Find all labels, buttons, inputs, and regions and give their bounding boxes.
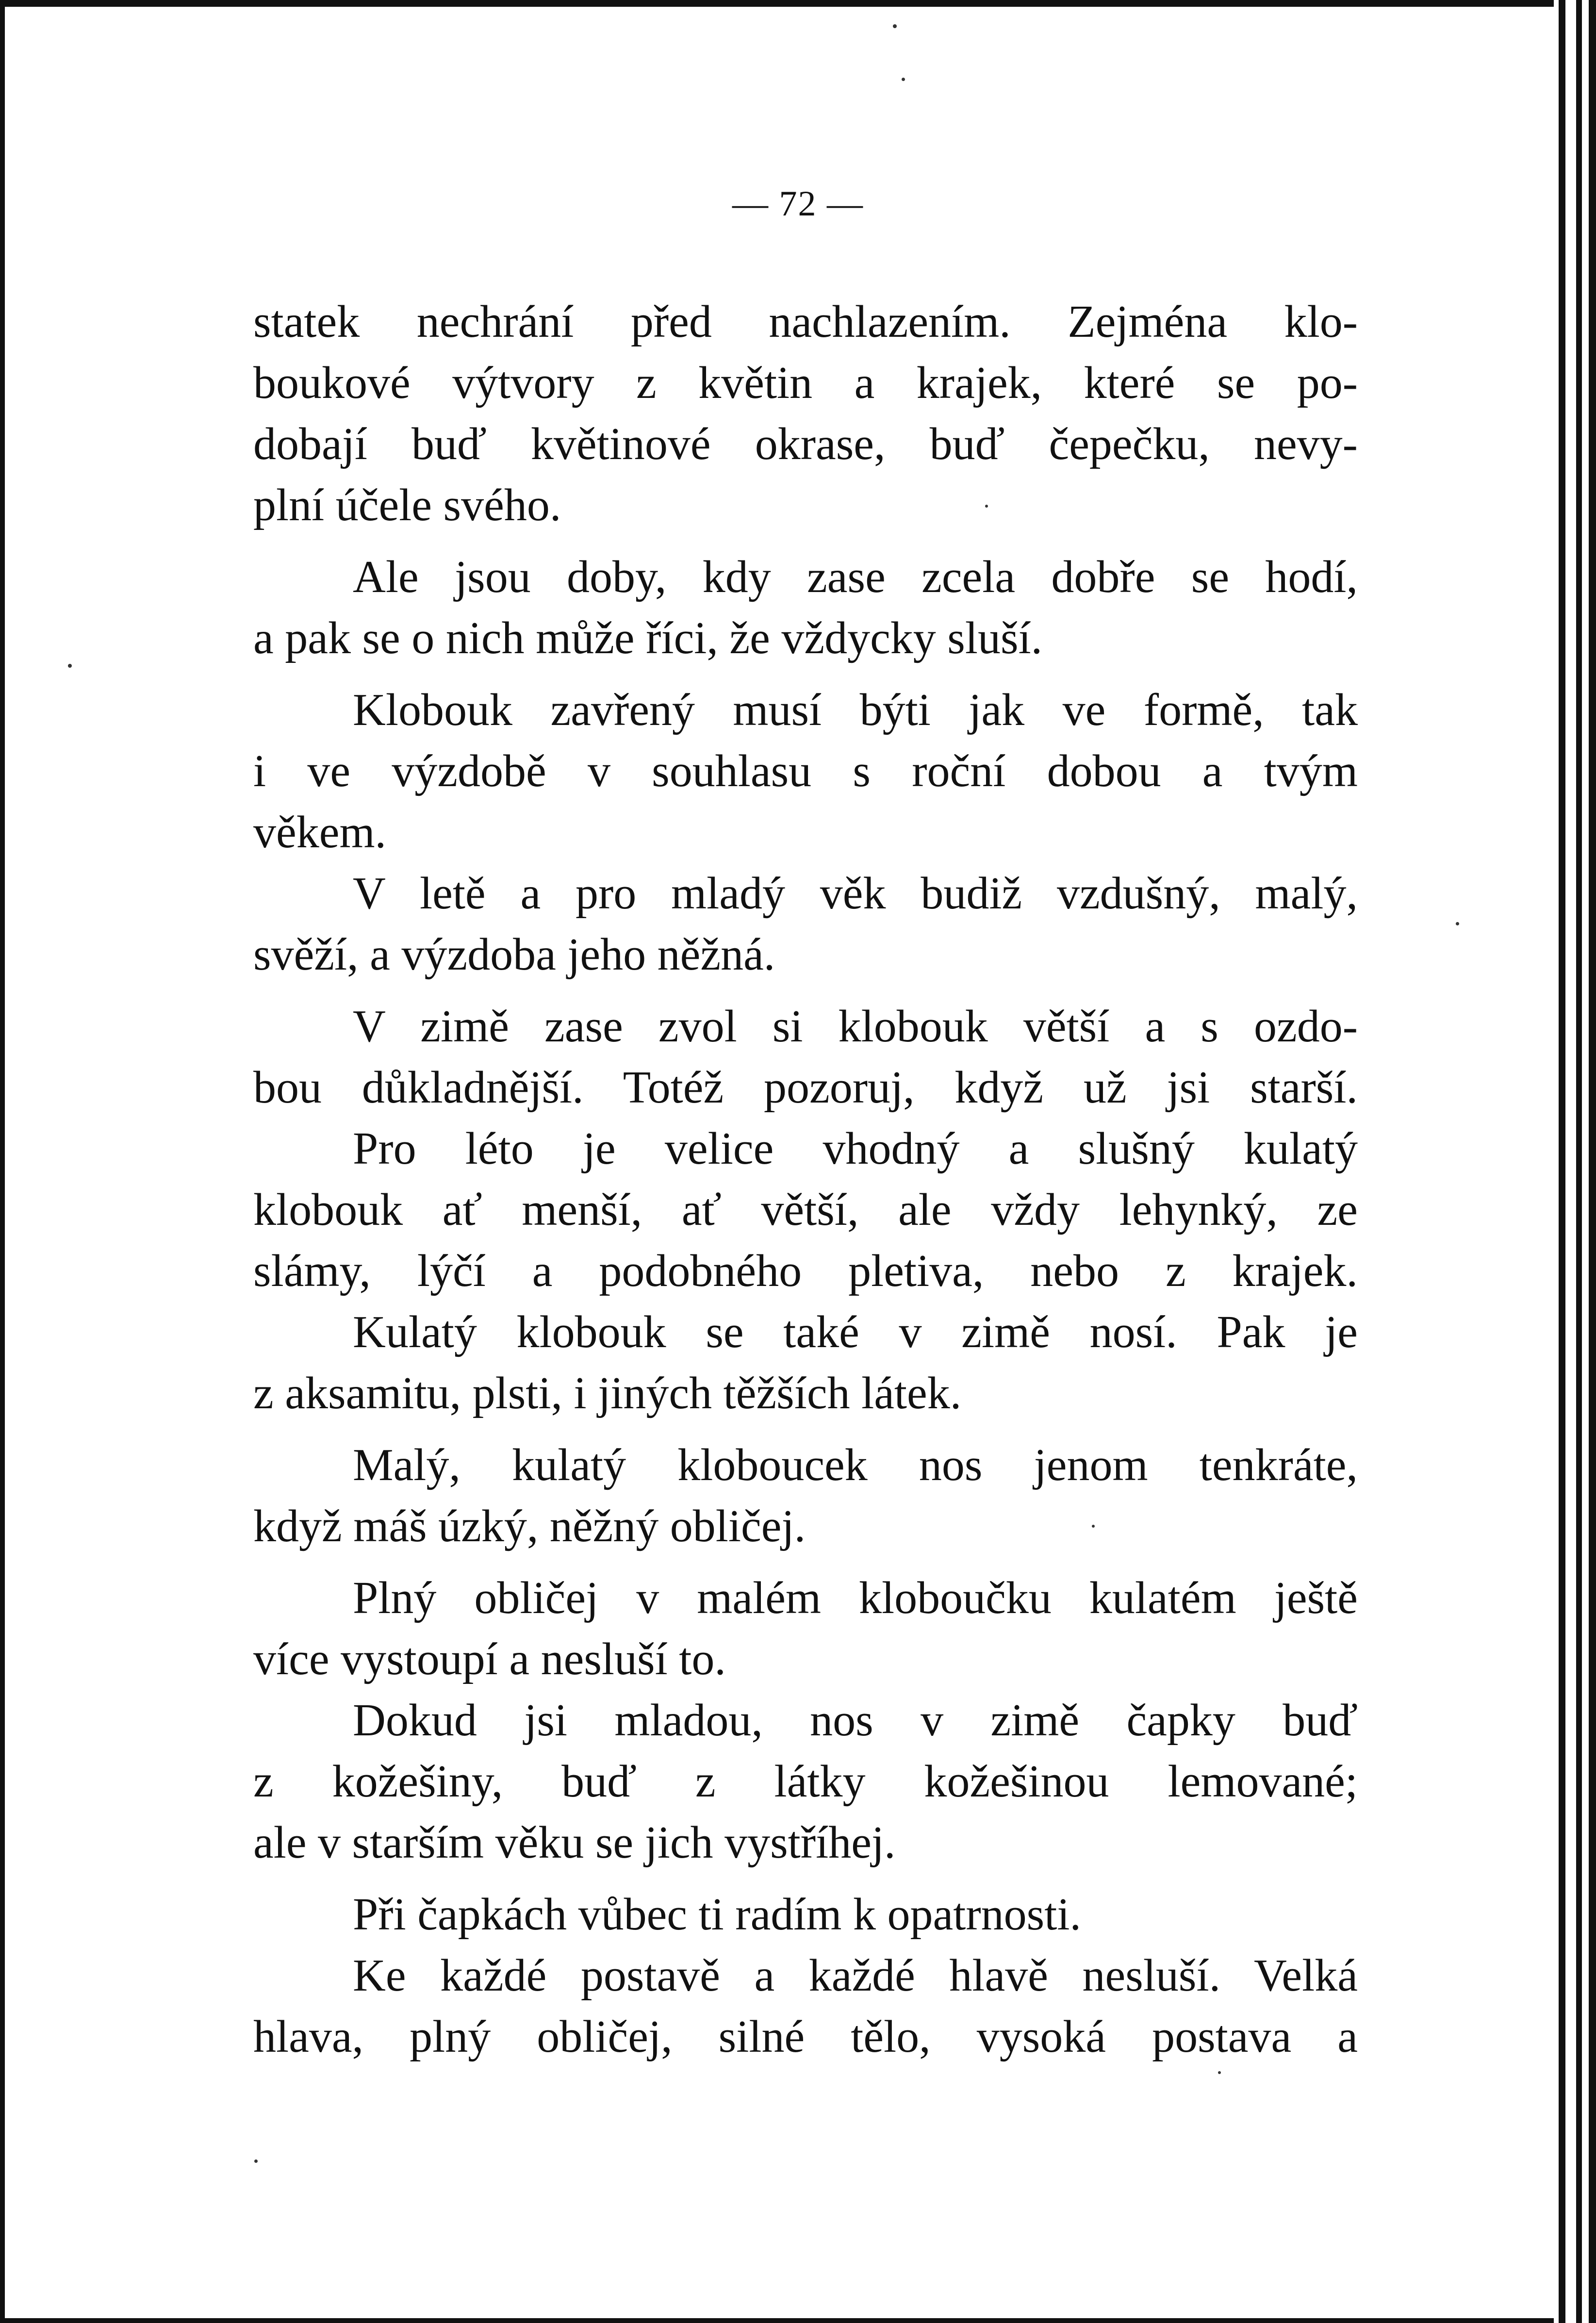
text-line: plní účele svého. <box>253 480 561 530</box>
text-line: více vystoupí a nesluší to. <box>253 1634 726 1684</box>
page-number: — 72 — <box>732 184 864 224</box>
scan-border-bottom <box>0 2318 1596 2323</box>
scan-speck <box>68 664 72 668</box>
text-line: bou důkladnější. Totéž pozoruj, když už jsi starší. <box>253 1062 1358 1113</box>
text-line: hlava, plný obličej, silné tělo, vysoká postava a <box>253 2011 1358 2062</box>
text-line: když máš úzký, něžný obličej. <box>253 1501 806 1551</box>
text-line: Plný obličej v malém kloboučku kulatém ještě <box>353 1573 1358 1623</box>
text-line: Při čapkách vůbec ti radím k opatrnosti. <box>353 1889 1081 1940</box>
text-line: V letě a pro mladý věk budiž vzdušný, malý, <box>353 868 1358 919</box>
scan-speck <box>1218 2071 1221 2074</box>
text-line: boukové výtvory z květin a krajek, které se po- <box>253 358 1358 408</box>
body-text <box>253 291 1358 2067</box>
scan-speck <box>254 2159 258 2163</box>
text-line: klobouk ať menší, ať větší, ale vždy lehynký, ze <box>253 1185 1358 1235</box>
text-line: z aksamitu, plsti, i jiných těžších látek. <box>253 1368 962 1418</box>
text-line: Malý, kulatý kloboucek nos jenom tenkráte, <box>353 1440 1358 1490</box>
page-edge-line <box>1559 0 1565 2323</box>
text-line: ale v starším věku se jich vystříhej. <box>253 1817 896 1868</box>
text-line: Pro léto je velice vhodný a slušný kulatý <box>353 1123 1358 1174</box>
text-line: V zimě zase zvol si klobouk větší a s ozdo- <box>353 1001 1358 1052</box>
scan-speck <box>902 78 905 81</box>
scan-speck <box>1456 922 1459 925</box>
scan-border-top <box>0 0 1596 7</box>
scan-border-left <box>0 0 5 2323</box>
text-line: svěží, a výzdoba jeho něžná. <box>253 929 775 980</box>
text-line: Kulatý klobouk se také v zimě nosí. Pak je <box>353 1307 1358 1357</box>
text-line: dobají buď květinové okrase, buď čepečku, nevy- <box>253 419 1358 469</box>
text-line: Ale jsou doby, kdy zase zcela dobře se hodí, <box>353 552 1358 602</box>
page-edge-line <box>1576 0 1582 2323</box>
text-line: slámy, lýčí a podobného pletiva, nebo z krajek. <box>253 1246 1358 1296</box>
text-line: statek nechrání před nachlazením. Zejména klo- <box>253 297 1358 347</box>
text-line: z kožešiny, buď z látky kožešinou lemované; <box>253 1756 1358 1807</box>
text-line: Ke každé postavě a každé hlavě nesluší. Velká <box>353 1950 1358 2001</box>
scan-speck <box>893 24 897 28</box>
page-edge-line <box>1589 0 1596 2323</box>
text-line: i ve výzdobě v souhlasu s roční dobou a tvým <box>253 746 1358 796</box>
text-line: a pak se o nich může říci, že vždycky sluší. <box>253 613 1043 663</box>
text-line: Klobouk zavřený musí býti jak ve formě, tak <box>353 685 1358 735</box>
text-line: věkem. <box>253 807 387 857</box>
text-line: Dokud jsi mladou, nos v zimě čapky buď <box>353 1695 1358 1746</box>
